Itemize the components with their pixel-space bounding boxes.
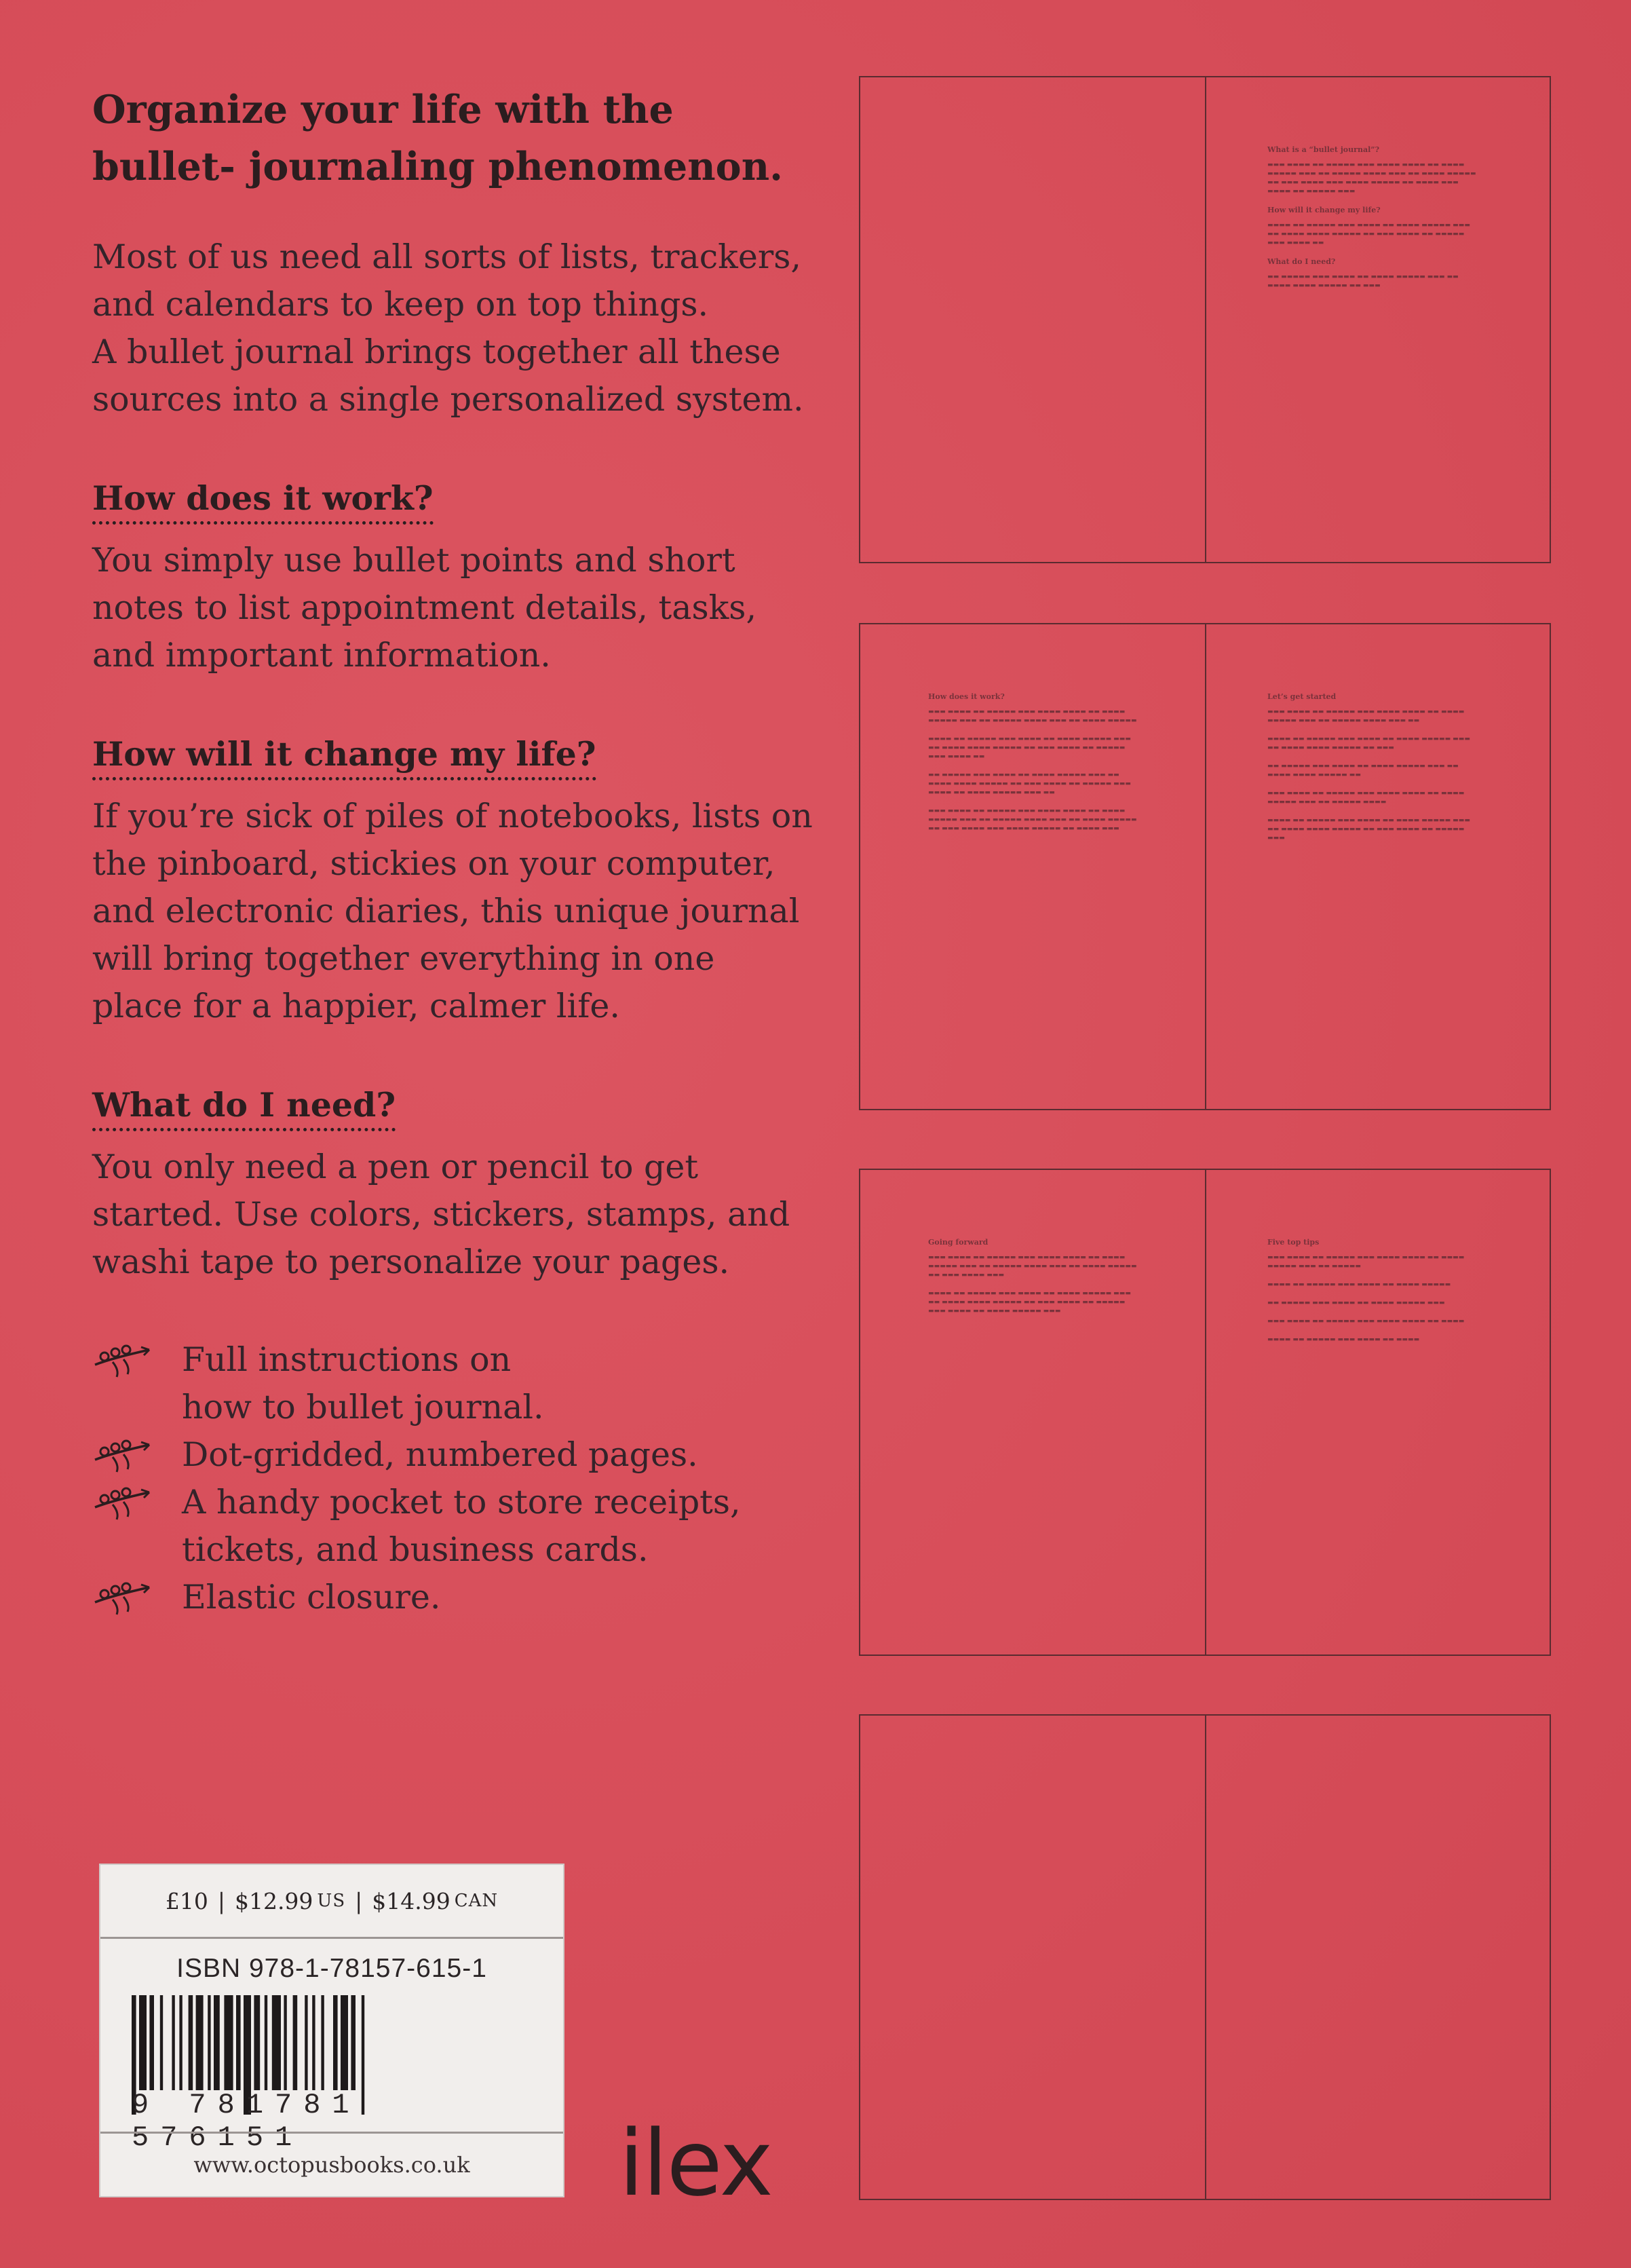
barcode-bar (189, 1995, 193, 2090)
mini-text-block: ▬▬ ▬▬▬▬▬ ▬▬▬ ▬▬▬▬ ▬▬ ▬▬▬▬ ▬▬▬▬▬ ▬▬▬ ▬▬ ▬▬▬▬ ▬▬▬▬ ▬▬▬▬▬ ▬▬ ▬▬▬ ▬▬▬▬ ▬▬ ▬▬▬▬▬ ▬▬▬ ▬▬▬▬ ▬▬ ▬▬▬▬ ▬▬▬▬▬ ▬▬▬ ▬▬ (928, 772, 1131, 796)
intro-line: sources into a single personalized system. (92, 380, 804, 419)
spread-gutter (1205, 1170, 1206, 1655)
isbn-number: ISBN 978-1-78157-615-1 (176, 1954, 487, 1983)
body-line: washi tape to personalize your pages. (92, 1243, 730, 1281)
barcode-bar (208, 1995, 210, 2090)
barcode-bar (196, 1995, 204, 2090)
spread-gutter (1205, 624, 1206, 1109)
body-line: If you’re sick of piles of notebooks, lists on (92, 797, 813, 835)
feature-item (92, 1574, 818, 1621)
feature-text: tickets, and business cards. (182, 1530, 649, 1569)
price-separator: | (217, 1887, 225, 1914)
sprig-icon (92, 1344, 152, 1378)
mini-text-block: ▬▬▬ ▬▬▬▬ ▬▬ ▬▬▬▬▬ ▬▬▬ ▬▬▬▬ ▬▬▬▬ ▬▬ ▬▬▬▬ ▬▬▬▬▬ ▬▬▬ ▬▬ ▬▬▬▬▬ (1267, 1254, 1465, 1270)
feature-text: how to bullet journal. (182, 1388, 544, 1426)
price-barcode-sticker (99, 1864, 564, 2197)
spread-right-page (1267, 145, 1478, 300)
barcode-bar (254, 1995, 260, 2090)
barcode-bar (149, 1995, 154, 2090)
spread-right-page (1267, 1238, 1478, 1354)
price-gbp: £10 (165, 1887, 208, 1914)
barcode-bar (293, 1995, 298, 2090)
section-body (92, 793, 818, 1030)
barcode-bar (341, 1995, 348, 2090)
barcode-bar (160, 1995, 163, 2090)
feature-text: Full instructions on (182, 1340, 512, 1379)
section-change-my-life (92, 732, 818, 1030)
mini-heading: How will it change my life? (1267, 206, 1381, 214)
journal-spread-preview (859, 76, 1551, 563)
body-line: will bring together everything in one (92, 939, 715, 978)
barcode-bar (333, 1995, 338, 2090)
mini-heading: Five top tips (1267, 1238, 1320, 1247)
publisher-logo: ilex (619, 2111, 772, 2216)
feature-text: A handy pocket to store receipts, (182, 1483, 741, 1522)
mini-text-block: ▬▬▬ ▬▬▬▬ ▬▬ ▬▬▬▬▬ ▬▬▬ ▬▬▬▬ ▬▬▬▬ ▬▬ ▬▬▬▬ ▬▬▬▬▬ ▬▬▬ ▬▬ ▬▬▬▬▬ ▬▬▬▬ ▬▬▬ ▬▬ ▬▬▬▬ ▬▬▬▬▬ (928, 708, 1137, 724)
section-body (92, 537, 818, 679)
barcode-digits: 9 781781 576151 (132, 2089, 361, 2154)
spread-left-page (928, 692, 1138, 843)
price-can-suffix: CAN (454, 1891, 499, 1911)
body-line: You simply use bullet points and short (92, 541, 735, 580)
mini-text-block: ▬▬▬ ▬▬▬▬ ▬▬ ▬▬▬▬▬ ▬▬▬ ▬▬▬▬ ▬▬▬▬ ▬▬ ▬▬▬▬ ▬▬▬▬▬ ▬▬▬ ▬▬ ▬▬▬▬▬ ▬▬▬▬ ▬▬▬ ▬▬ ▬▬▬▬ ▬▬▬▬▬ ▬▬ ▬▬▬ ▬▬▬▬ ▬▬▬ ▬▬▬▬ ▬▬▬▬▬ ▬▬ ▬▬▬▬ ▬▬▬ ▬▬▬▬ ▬▬ ▬▬▬▬▬ ▬▬▬ (1267, 162, 1476, 195)
feature-text: Dot-gridded, numbered pages. (182, 1435, 698, 1474)
sprig-icon (92, 1582, 152, 1616)
barcode-bar (284, 1995, 286, 2090)
headline-line-2: bullet- journaling phenomenon. (92, 144, 783, 189)
barcode-bar (312, 1995, 315, 2090)
section-body (92, 1144, 818, 1286)
feature-text: Elastic closure. (182, 1578, 441, 1617)
mini-text-block: ▬▬▬ ▬▬▬▬ ▬▬ ▬▬▬▬▬ ▬▬▬ ▬▬▬▬ ▬▬▬▬ ▬▬ ▬▬▬▬ ▬▬▬▬▬ ▬▬▬ ▬▬ ▬▬▬▬▬ ▬▬▬▬ ▬▬▬ ▬▬ (1267, 708, 1465, 724)
mini-heading: Let’s get started (1267, 692, 1337, 701)
barcode-bar (321, 1995, 324, 2090)
feature-item (92, 1336, 818, 1431)
mini-text-block: ▬▬▬▬ ▬▬ ▬▬▬▬▬ ▬▬▬ ▬▬▬▬ ▬▬ ▬▬▬▬ ▬▬▬▬▬ (1267, 1281, 1451, 1288)
body-line: the pinboard, stickies on your computer, (92, 844, 775, 883)
barcode-bar (139, 1995, 147, 2090)
body-line: and important information. (92, 636, 551, 675)
price-us: $12.99 (234, 1887, 313, 1914)
section-what-do-i-need (92, 1083, 818, 1286)
price-us-suffix: US (317, 1891, 346, 1911)
barcode-bar (272, 1995, 281, 2090)
body-line: and electronic diaries, this unique journal (92, 892, 800, 930)
mini-text-block: ▬▬▬▬ ▬▬ ▬▬▬▬▬ ▬▬▬ ▬▬▬▬ ▬▬ ▬▬▬▬ ▬▬▬▬▬ ▬▬▬ ▬▬ ▬▬▬▬ ▬▬▬▬ ▬▬▬▬▬ ▬▬ ▬▬▬ ▬▬▬▬ ▬▬ ▬▬▬▬▬ ▬▬▬ ▬▬▬▬ ▬▬ (928, 736, 1131, 760)
headline-line-1: Organize your life with the (92, 87, 674, 132)
mini-heading: What do I need? (1267, 257, 1336, 266)
spread-right-page (1267, 692, 1478, 852)
spread-gutter (1205, 77, 1206, 562)
mini-heading: Going forward (928, 1238, 989, 1247)
journal-spread-preview (859, 1169, 1551, 1656)
mini-text-block: ▬▬▬▬ ▬▬ ▬▬▬▬▬ ▬▬▬ ▬▬▬▬ ▬▬ ▬▬▬▬ ▬▬▬▬▬ ▬▬▬ ▬▬ ▬▬▬▬ ▬▬▬▬ ▬▬▬▬▬ ▬▬ ▬▬▬ ▬▬▬▬ ▬▬ ▬▬▬▬▬ ▬▬▬ ▬▬▬▬ ▬▬ ▬▬▬▬ ▬▬▬▬▬ ▬▬▬ (928, 1290, 1131, 1315)
barcode-bar (305, 1995, 307, 2090)
spread-gutter (1205, 1716, 1206, 2199)
mini-text-block: ▬▬▬ ▬▬▬▬ ▬▬ ▬▬▬▬▬ ▬▬▬ ▬▬▬▬ ▬▬▬▬ ▬▬ ▬▬▬▬ ▬▬▬▬▬ ▬▬▬ ▬▬ ▬▬▬▬▬ ▬▬▬▬ (1267, 790, 1465, 806)
price-separator: | (355, 1887, 363, 1914)
barcode-bar (172, 1995, 174, 2090)
mini-text-block: ▬▬ ▬▬▬▬▬ ▬▬▬ ▬▬▬▬ ▬▬ ▬▬▬▬ ▬▬▬▬▬ ▬▬▬ ▬▬ ▬▬▬▬ ▬▬▬▬ ▬▬▬▬▬ ▬▬ (1267, 763, 1459, 778)
mini-text-block: ▬▬▬▬ ▬▬ ▬▬▬▬▬ ▬▬▬ ▬▬▬▬ ▬▬ ▬▬▬▬ ▬▬▬▬▬ ▬▬▬ ▬▬ ▬▬▬▬ ▬▬▬▬ ▬▬▬▬▬ ▬▬ ▬▬▬ (1267, 736, 1470, 751)
back-cover-copy (92, 81, 818, 1621)
feature-list (92, 1336, 818, 1621)
body-line: started. Use colors, stickers, stamps, and (92, 1195, 790, 1234)
price-row (100, 1865, 563, 1939)
section-how-does-it-work (92, 476, 818, 679)
body-line: place for a happier, calmer life. (92, 987, 620, 1025)
mini-text-block: ▬▬▬▬ ▬▬ ▬▬▬▬▬ ▬▬▬ ▬▬▬▬ ▬▬ ▬▬▬▬ (1267, 1336, 1420, 1343)
mini-text-block: ▬▬▬ ▬▬▬▬ ▬▬ ▬▬▬▬▬ ▬▬▬ ▬▬▬▬ ▬▬▬▬ ▬▬ ▬▬▬▬ ▬▬▬▬▬ ▬▬▬ ▬▬ ▬▬▬▬▬ ▬▬▬▬ ▬▬▬ ▬▬ ▬▬▬▬ ▬▬▬▬▬ ▬▬ ▬▬▬ ▬▬▬▬ ▬▬▬ ▬▬▬▬ ▬▬▬▬▬ ▬▬ ▬▬▬▬ ▬▬▬ (928, 808, 1137, 832)
sprig-icon (92, 1439, 152, 1473)
journal-spread-preview (859, 1714, 1551, 2200)
journal-spread-preview (859, 623, 1551, 1110)
mini-text-block: ▬▬▬ ▬▬▬▬ ▬▬ ▬▬▬▬▬ ▬▬▬ ▬▬▬▬ ▬▬▬▬ ▬▬ ▬▬▬▬ ▬▬▬▬▬ ▬▬▬ ▬▬ ▬▬▬▬▬ ▬▬▬▬ ▬▬▬ ▬▬ ▬▬▬▬ ▬▬▬▬▬ ▬▬ ▬▬▬ ▬▬▬▬ ▬▬▬ (928, 1254, 1137, 1279)
barcode-bar (351, 1995, 356, 2090)
section-title: How will it change my life? (92, 732, 596, 780)
intro-line: A bullet journal brings together all these (92, 333, 781, 371)
body-line: notes to list appointment details, tasks, (92, 588, 757, 627)
headline (92, 81, 818, 195)
barcode-bar (179, 1995, 182, 2090)
spread-left-page (928, 1238, 1138, 1325)
price-can: $14.99 (372, 1887, 450, 1914)
feature-item (92, 1479, 818, 1574)
body-line: You only need a pen or pencil to get (92, 1148, 699, 1186)
section-title: What do I need? (92, 1083, 396, 1131)
section-title: How does it work? (92, 476, 434, 525)
mini-text-block: ▬▬▬▬ ▬▬ ▬▬▬▬▬ ▬▬▬ ▬▬▬▬ ▬▬ ▬▬▬▬ ▬▬▬▬▬ ▬▬▬ ▬▬ ▬▬▬▬ ▬▬▬▬ ▬▬▬▬▬ ▬▬ ▬▬▬ ▬▬▬▬ ▬▬ ▬▬▬▬▬ ▬▬▬ ▬▬▬▬ ▬▬ (1267, 222, 1470, 246)
barcode-bar (265, 1995, 267, 2090)
mini-heading: What is a “bullet journal”? (1267, 145, 1380, 154)
barcode-bar (224, 1995, 233, 2090)
barcode-bar (236, 1995, 241, 2090)
intro-line: Most of us need all sorts of lists, trackers, (92, 238, 801, 276)
mini-text-block: ▬▬▬ ▬▬▬▬ ▬▬ ▬▬▬▬▬ ▬▬▬ ▬▬▬▬ ▬▬▬▬ ▬▬ ▬▬▬▬ (1267, 1318, 1465, 1325)
mini-text-block: ▬▬ ▬▬▬▬▬ ▬▬▬ ▬▬▬▬ ▬▬ ▬▬▬▬ ▬▬▬▬▬ ▬▬▬ ▬▬ ▬▬▬▬ ▬▬▬▬ ▬▬▬▬▬ ▬▬ ▬▬▬ (1267, 273, 1459, 289)
intro-paragraph (92, 233, 818, 423)
mini-heading: How does it work? (928, 692, 1005, 701)
intro-line: and calendars to keep on top things. (92, 285, 709, 324)
publisher-url: www.octopusbooks.co.uk (100, 2132, 563, 2196)
feature-item (92, 1431, 818, 1479)
barcode-bar (214, 1995, 220, 2090)
mini-text-block: ▬▬ ▬▬▬▬▬ ▬▬▬ ▬▬▬▬ ▬▬ ▬▬▬▬ ▬▬▬▬▬ ▬▬▬ (1267, 1300, 1445, 1306)
sprig-icon (92, 1487, 152, 1521)
mini-text-block: ▬▬▬▬ ▬▬ ▬▬▬▬▬ ▬▬▬ ▬▬▬▬ ▬▬ ▬▬▬▬ ▬▬▬▬▬ ▬▬▬ ▬▬ ▬▬▬▬ ▬▬▬▬ ▬▬▬▬▬ ▬▬ ▬▬▬ ▬▬▬▬ ▬▬ ▬▬▬▬▬ ▬▬▬ (1267, 817, 1470, 842)
